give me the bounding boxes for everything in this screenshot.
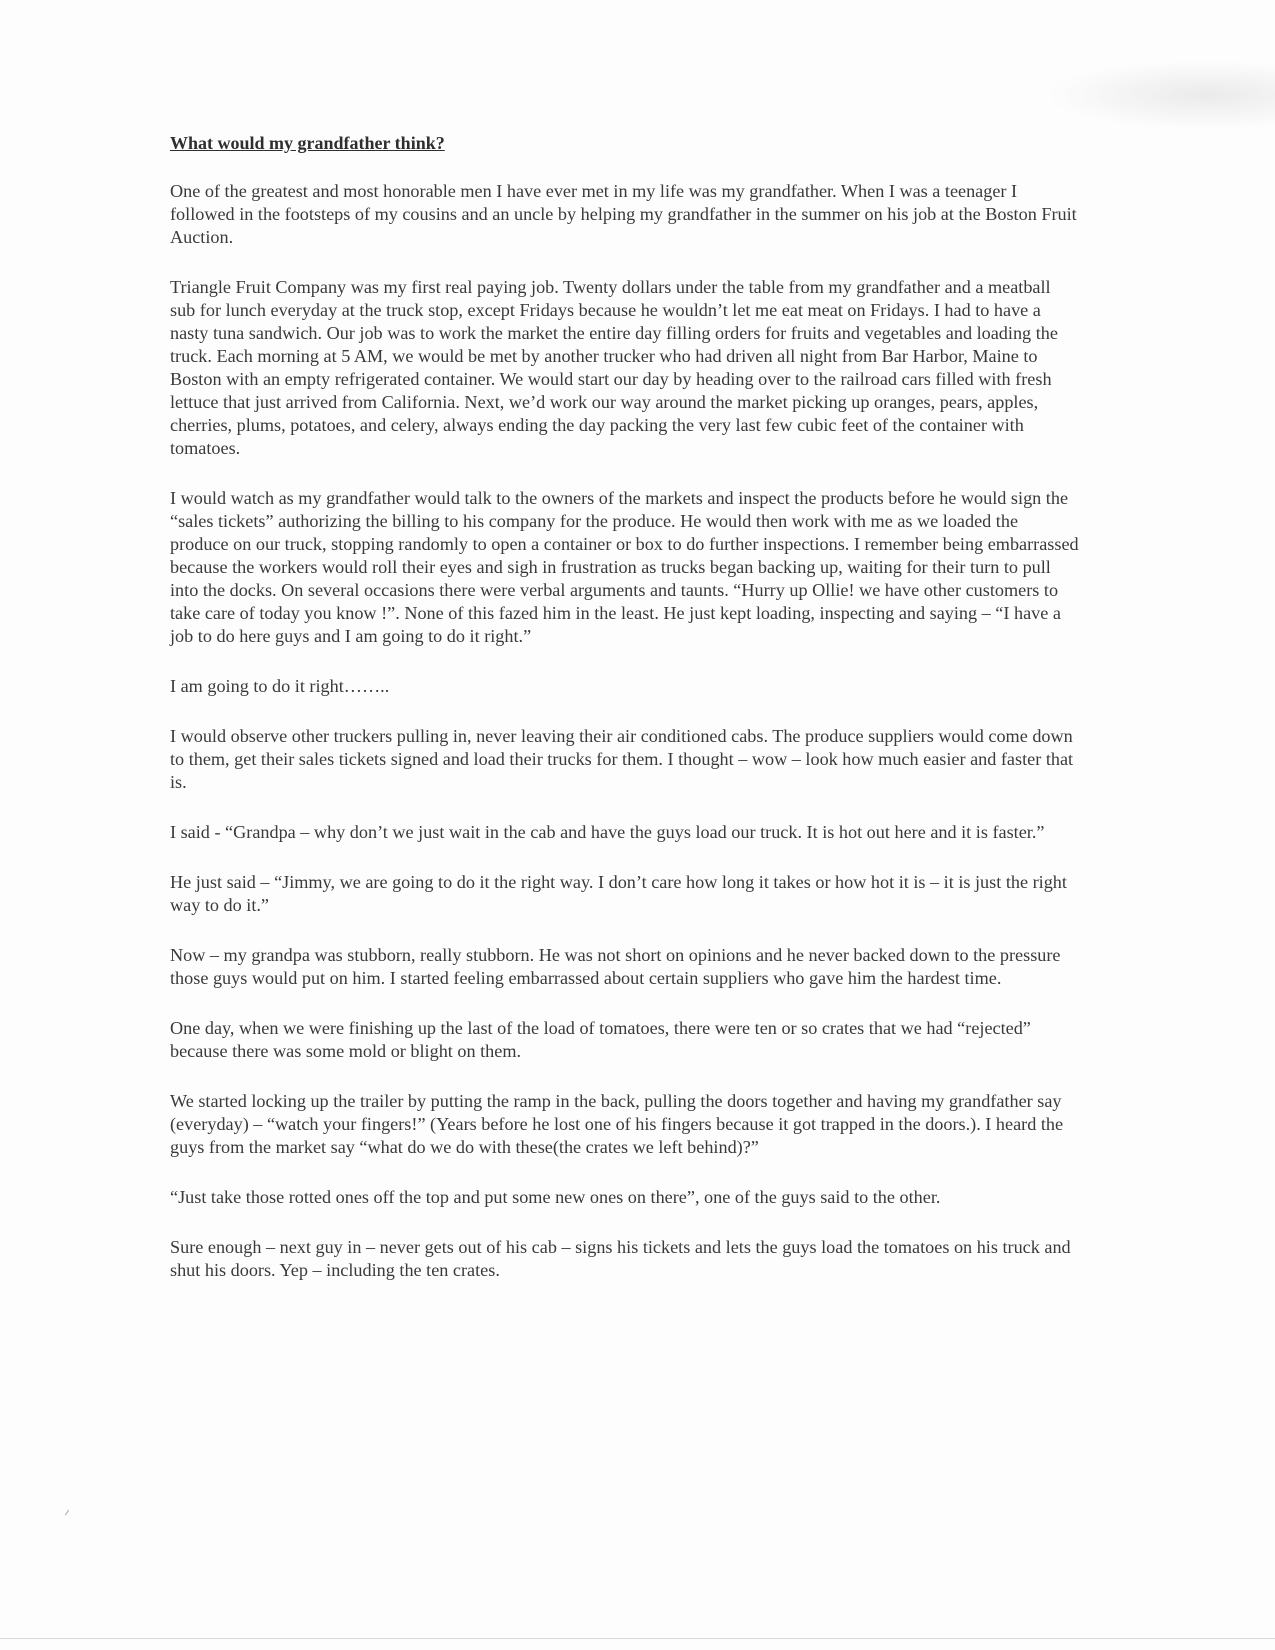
scan-edge-line bbox=[0, 1638, 1275, 1639]
paragraph-2: Triangle Fruit Company was my first real paying job. Twenty dollars under the table from my grandfather and a meatball sub for lunch everyday at the truck stop, except Fridays because he wouldn’t let me eat meat on Fridays. I had to have a nasty tuna sandwich. Our job was to work the market the entire day filling orders for fruits and vegetables and loading the truck. Each morning at 5 AM, we would be met by another trucker who had driven all night from Bar Harbor, Maine to Boston with an empty refrigerated container. We would start our day by heading over to the railroad cars filled with fresh lettuce that just arrived from California. Next, we’d work our way around the market picking up oranges, pears, apples, cherries, plums, potatoes, and celery, always ending the day packing the very last few cubic feet of the container with tomatoes. bbox=[170, 277, 1058, 458]
paragraph-4: I am going to do it right…….. bbox=[170, 676, 390, 696]
scan-smudge bbox=[1045, 60, 1275, 130]
scan-speck bbox=[65, 1510, 69, 1515]
paragraph-3: I would watch as my grandfather would talk to the owners of the markets and inspect the products before he would sign the “sales tickets” authorizing the billing to his company for the produce. He would then work with me as we loaded the produce on our truck, stopping randomly to open a container or box to do further inspections. I remember being embarrassed because the workers would roll their eyes and sigh in frustration as trucks began backing up, waiting for their turn to pull into the docks. On several occasions there were verbal arguments and taunts. “Hurry up Ollie! we have other customers to take care of today you know !”. None of this fazed him in the least. He just kept loading, inspecting and saying – “I have a job to do here guys and I am going to do it right.” bbox=[170, 488, 1079, 646]
document-title: What would my grandfather think? bbox=[170, 133, 445, 153]
paragraph-6: I said - “Grandpa – why don’t we just wait in the cab and have the guys load our truck. It is hot out here and it is faster.” bbox=[170, 822, 1045, 842]
document-body bbox=[170, 132, 1080, 1309]
paragraph-5: I would observe other truckers pulling in, never leaving their air conditioned cabs. The produce suppliers would come down to them, get their sales tickets signed and load their trucks for them. I thought – wow – look how much easier and faster that is. bbox=[170, 726, 1074, 792]
paragraph-12: Sure enough – next guy in – never gets out of his cab – signs his tickets and lets the guys load the tomatoes on his truck and shut his doors. Yep – including the ten crates. bbox=[170, 1237, 1071, 1280]
paragraph-9: One day, when we were finishing up the last of the load of tomatoes, there were ten or so crates that we had “rejected” because there was some mold or blight on them. bbox=[170, 1018, 1031, 1061]
paragraph-7: He just said – “Jimmy, we are going to do it the right way. I don’t care how long it takes or how hot it is – it is just the right way to do it.” bbox=[170, 872, 1067, 915]
paragraph-11: “Just take those rotted ones off the top and put some new ones on there”, one of the guys said to the other. bbox=[170, 1187, 941, 1207]
paragraph-1: One of the greatest and most honorable men I have ever met in my life was my grandfather. When I was a teenager I followed in the footsteps of my cousins and an uncle by helping my grandfather in the summer on his job at the Boston Fruit Auction. bbox=[170, 181, 1077, 247]
paragraph-8: Now – my grandpa was stubborn, really stubborn. He was not short on opinions and he never backed down to the pressure those guys would put on him. I started feeling embarrassed about certain suppliers who gave him the hardest time. bbox=[170, 945, 1061, 988]
paragraph-10: We started locking up the trailer by putting the ramp in the back, pulling the doors together and having my grandfather say (everyday) – “watch your fingers!” (Years before he lost one of his fingers because it got trapped in the doors.). I heard the guys from the market say “what do we do with these(the crates we left behind)?” bbox=[170, 1091, 1064, 1157]
